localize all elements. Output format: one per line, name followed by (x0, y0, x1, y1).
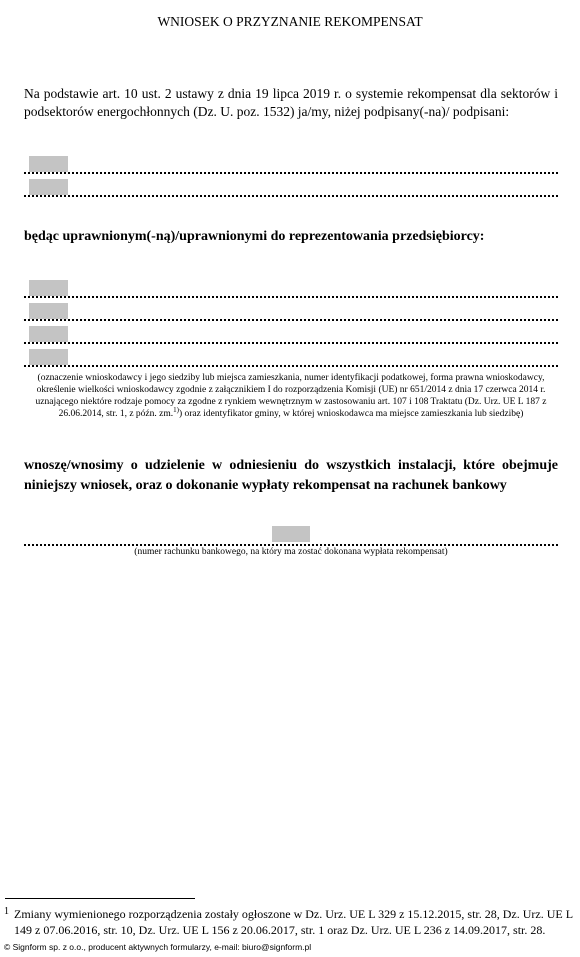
dotted-line (24, 365, 558, 367)
footnote (4, 906, 576, 938)
signatory-name-field-1[interactable] (24, 156, 558, 174)
representation-heading: będąc uprawnionym(-ną)/uprawnionymi do reprezentowania przedsiębiorcy: (24, 229, 485, 244)
footnote-ref: 1) (173, 405, 179, 414)
bank-account-field[interactable] (24, 526, 558, 546)
dotted-line (24, 296, 558, 298)
dotted-line (24, 342, 558, 344)
form-field-marker[interactable] (272, 526, 310, 542)
form-field-marker[interactable] (29, 349, 68, 365)
bank-account-note: (numer rachunku bankowego, na który ma zostać dokonana wypłata rekompensat) (134, 547, 448, 557)
dotted-line (24, 319, 558, 321)
dotted-line (24, 195, 558, 197)
footer-copyright: © Signform sp. z o.o., producent aktywnych formularzy, e-mail: biuro@signform.pl (4, 942, 312, 952)
signatory-name-field-2[interactable] (24, 179, 558, 197)
footnote-number: 1 (4, 906, 9, 917)
footnote-text: Zmiany wymienionego rozporządzenia zostały ogłoszone w Dz. Urz. UE L 329 z 15.12.2015, str. 28, Dz. Urz. UE L 149 z 07.06.2016, str. 10, Dz. Urz. UE L 156 z 20.06.2017, str. 1 oraz Dz. Urz. UE L 236 z 14.09.2017, str. 28. (14, 907, 573, 937)
applicant-data-field-1[interactable] (24, 280, 558, 298)
form-field-marker[interactable] (29, 326, 68, 342)
applicant-field-note: (oznaczenie wnioskodawcy i jego siedziby lub miejsca zamieszkania, numer identyfikacji podatkowej, forma prawna wnioskodawcy, określenie wielkości wnioskodawcy zgodnie z załącznikiem I do rozporządzenia Komisji (UE) nr 651/2014 z dnia 17 czerwca 2014 r. uznającego niektóre rodzaje pomocy za zgodne z rynkiem wewnętrznym w zastosowaniu art. 107 i 108 Traktatu (Dz. Urz. UE L 187 z 26.06.2014, str. 1, z późn. zm.$^{1)}$) oraz identyfikator gminy, w której wnioskodawca ma miejsce zamieszkania lub siedzibę) (35, 373, 547, 419)
applicant-data-field-4[interactable] (24, 349, 558, 367)
request-heading: wnoszę/wnosimy o udzielenie w odniesieniu do wszystkich instalacji, które obejmuje niniejszy wniosek, oraz o dokonanie wypłaty rekompensat na rachunek bankowy (24, 458, 558, 493)
applicant-data-field-3[interactable] (24, 326, 558, 344)
form-field-marker[interactable] (29, 156, 68, 172)
form-field-marker[interactable] (29, 179, 68, 195)
footnote-separator (5, 898, 195, 899)
form-field-marker[interactable] (29, 280, 68, 296)
dotted-line (24, 172, 558, 174)
dotted-line (24, 544, 558, 546)
applicant-data-field-2[interactable] (24, 303, 558, 321)
intro-paragraph: Na podstawie art. 10 ust. 2 ustawy z dnia 19 lipca 2019 r. o systemie rekompensat dla sektorów i podsektorów energochłonnych (Dz. U. poz. 1532) ja/my, niżej podpisany(-na)/ podpisani: (24, 86, 558, 119)
form-field-marker[interactable] (29, 303, 68, 319)
document-title: WNIOSEK O PRZYZNANIE REKOMPENSAT (157, 14, 423, 29)
